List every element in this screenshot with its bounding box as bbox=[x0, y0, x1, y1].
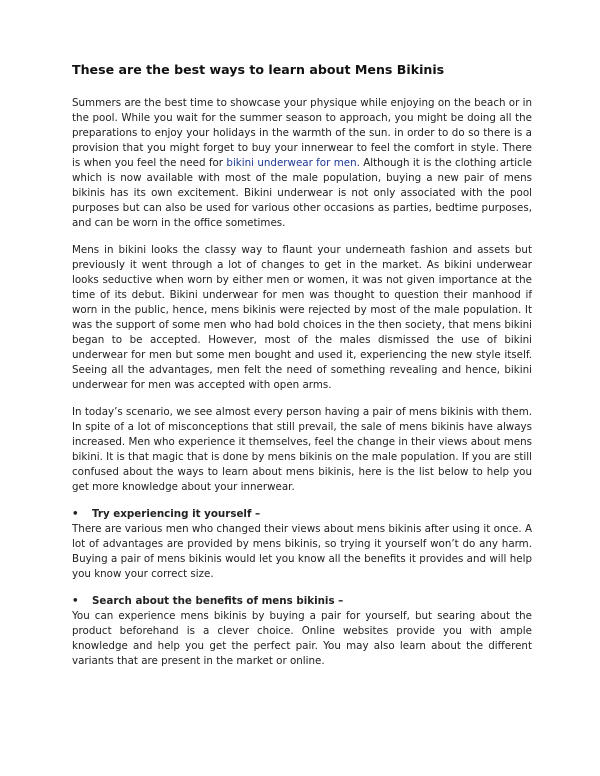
bullet-icon: • bbox=[72, 595, 79, 607]
paragraph-history: Mens in bikini looks the classy way to flaunt your underneath fashion and assets but previously it went through a lot of changes to get in the market. As bikini underwear looks seductive when worn by either men or women, it was not given importance at the time of its debut. Bikini underwear for men was thought to question their manhood if worn in the public, hence, mens bikinis were rejected by most of the male population. It was the support of some men who had bold choices in the then society, that mens bikini began to be accepted. However, most of the males dismissed the use of bikini underwear for men but some men bought and used it, experiencing the new style itself. Seeing all the advantages, men felt the need of something revealing and hence, bikini underwear for men was accepted with open arms. bbox=[72, 244, 532, 391]
section-heading-search-benefits bbox=[72, 594, 532, 609]
paragraph-today: In today’s scenario, we see almost every person having a pair of mens bikinis with them. In spite of a lot of misconceptions that still prevail, the sale of mens bikinis have always increased. Men who experience it themselves, feel the change in their views about mens bikini. It is that magic that is done by mens bikinis on the male population. If you are still confused about the ways to learn about mens bikinis, here is the list below to help you get more knowledge about your innerwear. bbox=[72, 406, 532, 493]
section-body-search-benefits: You can experience mens bikinis by buying a pair for yourself, but searing about the product beforehand is a clever choice. Online websites provide you with ample knowledge and help you get the perfect pair. You may also learn about the different variants that are present in the market or online. bbox=[72, 610, 532, 667]
section-heading-text: Search about the benefits of mens bikinis – bbox=[92, 595, 344, 607]
document-page bbox=[72, 62, 532, 681]
bikini-underwear-link[interactable]: bikini underwear for men bbox=[226, 157, 357, 169]
section-body-try-yourself: There are various men who changed their views about mens bikinis after using it once. A lot of advantages are provided by mens bikinis, so trying it yourself won’t do any harm. Buying a pair of mens bikinis would let you know all the benefits it provides and will help you know your correct size. bbox=[72, 523, 532, 580]
section-heading-try-yourself bbox=[72, 507, 532, 522]
paragraph-intro-text-start: Summers are the best time to showcase your physique while enjoying on the beach or in the pool. While you wait for the summer season to approach, you might be doing all the preparations to enjoy your holidays in the warmth of the sun. in order to do so there is a provision that you might forget to buy your innerwear to feel the comfort in style. There is when you feel the need for bbox=[72, 97, 532, 169]
section-heading-text: Try experiencing it yourself – bbox=[92, 508, 261, 520]
paragraph-intro bbox=[72, 96, 532, 231]
document-title: These are the best ways to learn about Mens Bikinis bbox=[72, 62, 445, 77]
bullet-icon: • bbox=[72, 508, 79, 520]
paragraph-intro-text-end: . Although it is the clothing article which is now available with most of the male population, buying a new pair of mens bikinis has its own excitement. Bikini underwear is not only associated with the pool purposes but can also be used for various other occasions as parties, bedtime purposes, and can be worn in the office sometimes. bbox=[72, 157, 532, 229]
